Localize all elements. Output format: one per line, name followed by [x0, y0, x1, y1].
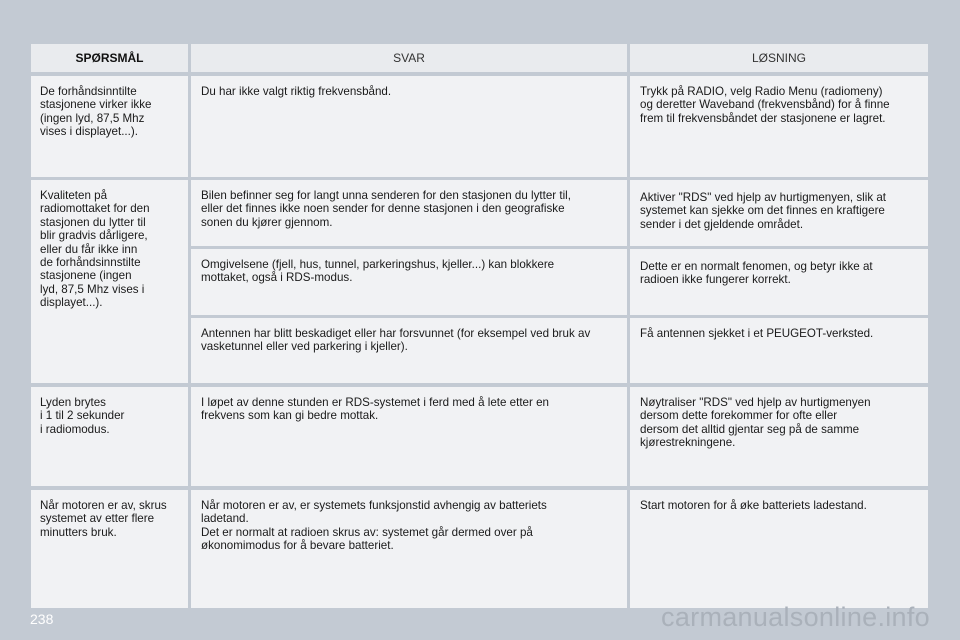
answer-cell: I løpet av denne stunden er RDS-systemet i ferd med å lete etter en frekvens som kan gi bedre mottak. — [191, 387, 627, 486]
page-number: 238 — [30, 611, 54, 627]
question-cell: Når motoren er av, skrus systemet av etter flere minutters bruk. — [31, 490, 188, 608]
answer-cell: Bilen befinner seg for langt unna senderen for den stasjonen du lytter til, eller det finnes ikke noen sender for denne stasjonen i den geografiske sonen du kjører gjennom. — [191, 180, 627, 246]
question-cell: De forhåndsinntilte stasjonene virker ikke (ingen lyd, 87,5 Mhz vises i displayet...). — [31, 76, 188, 177]
solution-cell: Nøytraliser "RDS" ved hjelp av hurtigmenyen dersom dette forekommer for ofte eller dersom det alltid gjentar seg på de samme kjørestrekningene. — [630, 387, 928, 486]
solution-cell: Aktiver "RDS" ved hjelp av hurtigmenyen, slik at systemet kan sjekke om det finnes en kraftigere sender i det gjeldende området. — [630, 180, 928, 246]
question-cell: Lyden brytes i 1 til 2 sekunder i radiomodus. — [31, 387, 188, 486]
solution-cell: Start motoren for å øke batteriets ladestand. — [630, 490, 928, 608]
header-answer: SVAR — [191, 44, 627, 72]
header-question: SPØRSMÅL — [31, 44, 188, 72]
watermark: carmanualsonline.info — [661, 602, 930, 632]
solution-cell: Få antennen sjekket i et PEUGEOT-verksted. — [630, 318, 928, 383]
answer-cell: Antennen har blitt beskadiget eller har forsvunnet (for eksempel ved bruk av vasketunnel eller ved parkering i kjeller). — [191, 318, 627, 383]
solution-cell: Dette er en normalt fenomen, og betyr ikke at radioen ikke fungerer korrekt. — [630, 249, 928, 315]
header-solution: LØSNING — [630, 44, 928, 72]
answer-cell: Når motoren er av, er systemets funksjonstid avhengig av batteriets ladetand. Det er normalt at radioen skrus av: systemet går dermed over på økonomimodus for å bevare batteriet. — [191, 490, 627, 608]
question-cell: Kvaliteten på radiomottaket for den stasjonen du lytter til blir gradvis dårligere, eller du får ikke inn de forhåndsinnstilte stasjonene (ingen lyd, 87,5 Mhz vises i displayet...). — [31, 180, 188, 383]
answer-cell: Omgivelsene (fjell, hus, tunnel, parkeringshus, kjeller...) kan blokkere mottaket, også i RDS-modus. — [191, 249, 627, 315]
solution-cell: Trykk på RADIO, velg Radio Menu (radiomeny) og deretter Waveband (frekvensbånd) for å finne frem til frekvensbåndet der stasjonene er lagret. — [630, 76, 928, 177]
answer-cell: Du har ikke valgt riktig frekvensbånd. — [191, 76, 627, 177]
